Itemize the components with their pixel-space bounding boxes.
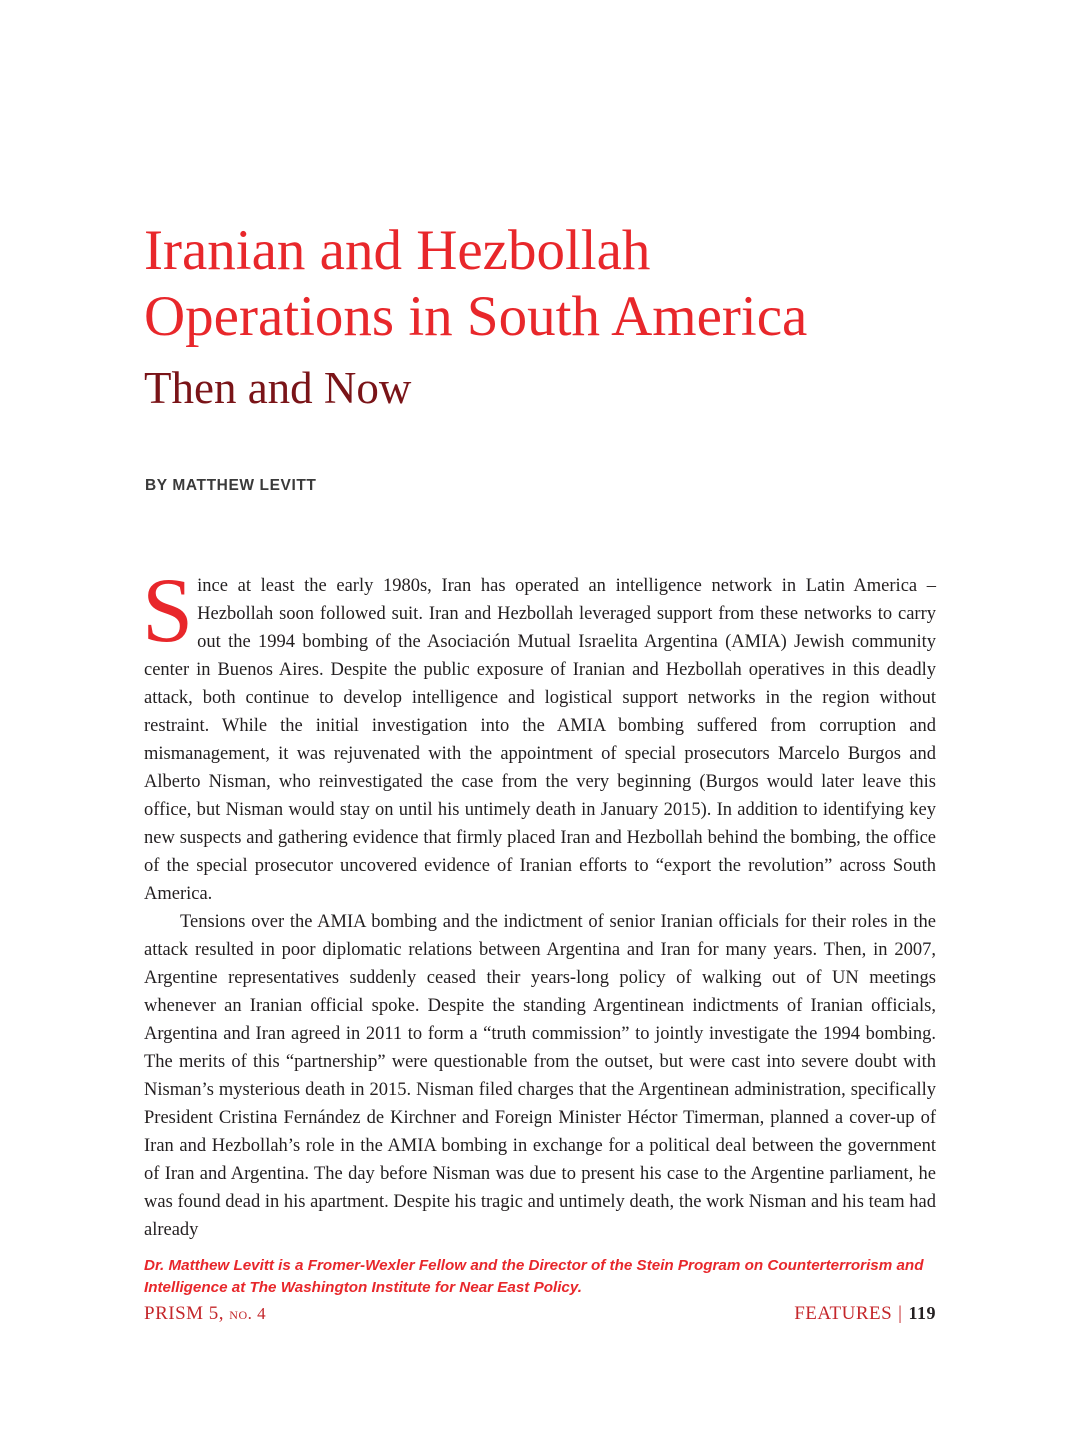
title-line-1: Iranian and Hezbollah: [144, 219, 651, 282]
footer-separator: |: [898, 1303, 903, 1324]
article-body: [142, 559, 936, 1244]
paragraph-1: [142, 559, 936, 908]
title-line-2: Operations in South America: [144, 285, 808, 348]
footer-section: [794, 1303, 936, 1325]
drop-cap: S: [142, 559, 194, 661]
article-subtitle: Then and Now: [144, 363, 412, 413]
section-name: FEATURES: [794, 1303, 893, 1324]
journal-issue: no. 4: [229, 1304, 267, 1323]
article-title: [144, 218, 964, 350]
journal-name: PRISM 5,: [144, 1303, 225, 1324]
paragraph-2: Tensions over the AMIA bombing and the indictment of senior Iranian officials for their roles in the attack resulted in poor diplomatic relations between Argentina and Iran for many years. Then, in 2007, Argentine representatives suddenly ceased their years-long policy of walking out of UN meetings whenever an Iranian official spoke. Despite the standing Argentinean indictments of Iranian officials, Argentina and Iran agreed in 2011 to form a “truth commission” to jointly investigate the 1994 bombing. The merits of this “partnership” were questionable from the outset, but were cast into severe doubt with Nisman’s mysterious death in 2015. Nisman filed charges that the Argentinean administration, specifically President Cristina Fernández de Kirchner and Foreign Minister Héctor Timerman, planned a cover-up of Iran and Hezbollah’s role in the AMIA bombing in exchange for a political deal between the government of Iran and Argentina. The day before Nisman was due to present his case to the Argentine parliament, he was found dead in his apartment. Despite his tragic and untimely death, the work Nisman and his team had already: [144, 912, 936, 1240]
footer-journal: [144, 1303, 266, 1325]
author-note: Dr. Matthew Levitt is a Fromer-Wexler Fellow and the Director of the Stein Program on Counterterrorism and Intelligence at The Washington Institute for Near East Policy.: [144, 1257, 924, 1296]
page-number: 119: [908, 1303, 936, 1323]
byline: BY MATTHEW LEVITT: [145, 477, 317, 494]
paragraph-1-text: ince at least the early 1980s, Iran has operated an intelligence network in Latin America – Hezbollah soon followed suit. Iran and Hezbollah leveraged support from these networks to carry out the 1994 bombing of the Asociación Mutual Israelita Argentina (AMIA) Jewish community center in Buenos Aires. Despite the public exposure of Iranian and Hezbollah operatives in this deadly attack, both continue to develop intelligence and logistical support networks in the region without restraint. While the initial investigation into the AMIA bombing suffered from corruption and mismanagement, it was rejuvenated with the appointment of special prosecutors Marcelo Burgos and Alberto Nisman, who reinvestigated the case from the very beginning (Burgos would later leave this office, but Nisman would stay on until his untimely death in January 2015). In addition to identifying key new suspects and gathering evidence that firmly placed Iran and Hezbollah behind the bombing, the office of the special prosecutor uncovered evidence of Iranian efforts to “export the revolution” across South America.: [144, 576, 936, 904]
